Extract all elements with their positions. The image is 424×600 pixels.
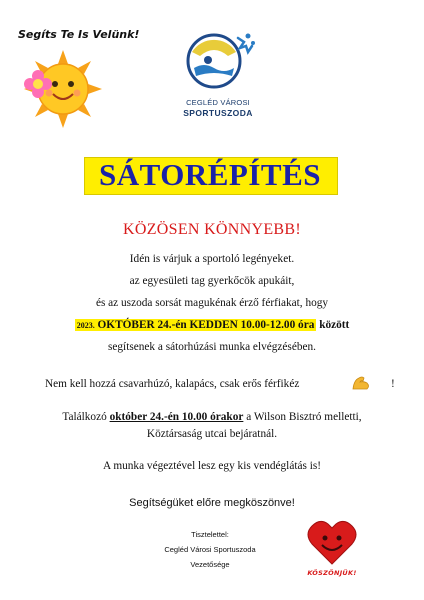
- hospitality-line: A munka végeztével lesz egy kis vendéglátás is!: [102, 460, 322, 472]
- signature-org: Cegléd Városi Sportuszoda: [164, 545, 256, 554]
- sportuszoda-logo: [178, 30, 258, 92]
- body-line-6-text: Nem kell hozzá csavarhúzó, kalapács, csak erős férfikéz: [45, 378, 300, 390]
- event-date-line: [0, 319, 424, 331]
- sun-with-flower-icon: [22, 48, 104, 130]
- body-line-1: Idén is várjuk a sportoló legényeket.: [129, 253, 295, 265]
- logo-text-line2: SPORTUSZODA: [183, 108, 253, 118]
- logo-text-line1: CEGLÉD VÁROSI: [186, 98, 250, 107]
- signature-mgmt: Vezetősége: [190, 560, 230, 569]
- smiling-heart-icon: [306, 518, 358, 568]
- thanks-label: KÖSZÖNJÜK!: [307, 569, 357, 577]
- body-line-3: és az uszoda sorsát magukénak érző férfiakat, hogy: [95, 297, 329, 309]
- meeting-line-2: Köztársaság utcai bejáratnál.: [146, 428, 278, 440]
- meeting-prefix: Találkozó: [62, 411, 107, 423]
- flexed-biceps-icon: [351, 374, 371, 392]
- body-line-6: [45, 378, 395, 390]
- slogan-text: Segíts Te Is Velünk!: [18, 28, 140, 41]
- signature-greeting: Tisztelettel:: [191, 530, 229, 539]
- meeting-time: október 24.-én 10.00 órakor: [109, 411, 244, 423]
- thanks-line: Segítségüket előre megköszönve!: [129, 497, 295, 509]
- subtitle: KÖZÖSEN KÖNNYEBB!: [123, 221, 301, 238]
- meeting-place: a Wilson Bisztró melletti,: [246, 411, 362, 423]
- event-date-time: OKTÓBER 24.-én KEDDEN 10.00-12.00 óra: [97, 319, 315, 331]
- event-date-suffix: között: [319, 319, 350, 331]
- body-line-6-exclaim: !: [391, 378, 395, 390]
- event-year: 2023.: [76, 321, 95, 330]
- body-line-5: segítsenek a sátorhúzási munka elvégzésében.: [108, 341, 316, 353]
- body-line-2: az egyesületi tag gyerkőcök apukáit,: [129, 275, 295, 287]
- page-title: SÁTORÉPÍTÉS: [98, 157, 321, 192]
- meeting-line-1: [0, 411, 424, 423]
- event-date-highlight: [75, 319, 317, 331]
